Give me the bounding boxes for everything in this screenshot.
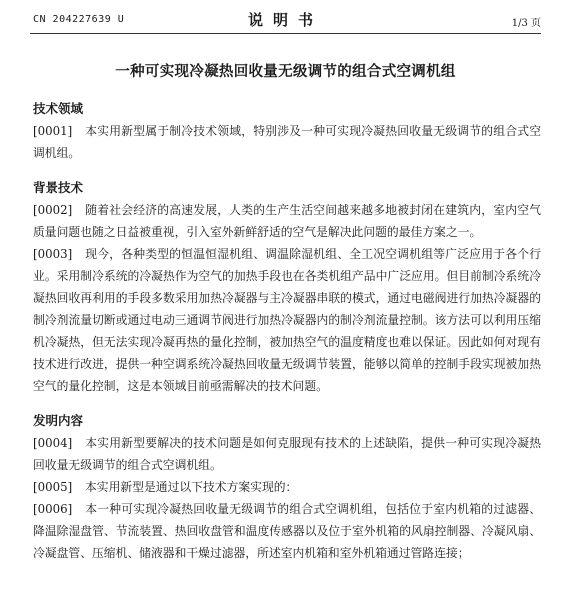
paragraph-0006 <box>33 498 541 564</box>
paragraph-text: 随着社会经济的高速发展，人类的生产生活空间越来越多地被封闭在建筑内，室内空气质量问题也随之日益被重视，引入室外新鲜舒适的空气是解决此问题的最佳方案之一。 <box>33 203 541 239</box>
section-gap <box>33 397 541 410</box>
paragraph-0003 <box>33 243 541 397</box>
page-indicator: 1/3 页 <box>511 18 541 29</box>
section-heading-background: 背景技术 <box>33 180 84 195</box>
paragraph-text: 本一种可实现冷凝热回收量无级调节的组合式空调机组，包括位于室内机箱的过滤器、降温除湿盘管、节流装置、热回收盘管和温度传感器以及位于室外机箱的风扇控制器、冷凝风扇、冷凝盘管、压缩机、储液器和干燥过滤器，所述室内机箱和室外机箱通过管路连接； <box>33 502 541 560</box>
paragraph-number: [0001] <box>33 124 73 138</box>
section-gap <box>33 164 541 177</box>
paragraph-text: 现今，各种类型的恒温恒湿机组、调温除湿机组、全工况空调机组等广泛应用于各个行业。采用制冷系统的冷凝热作为空气的加热手段也在各类机组产品中广泛应用。但目前制冷系统冷凝热回收再利用的手段多数采用加热冷凝器与主冷凝器串联的模式，通过电磁阀进行加热冷凝器的制冷剂流量切断或通过电动三通调节阀进行加热冷凝器内的制冷剂流量控制。该方法可以利用压缩机冷凝热，但无法实现冷凝再热的量化控制，被加热空气的温度精度也难以保证。因此如何对现有技术进行改进，提供一种空调系统冷凝热回收量无级调节装置，能够以简单的控制手段实现被加热空气的量化控制，这是本领域目前亟需解决的技术问题。 <box>33 247 541 393</box>
paragraph-number: [0002] <box>33 203 73 217</box>
paragraph-number: [0005] <box>33 480 73 494</box>
document-title: 一种可实现冷凝热回收量无级调节的组合式空调机组 <box>115 64 456 80</box>
paragraph-text: 本实用新型属于制冷技术领域，特别涉及一种可实现冷凝热回收量无级调节的组合式空调机组。 <box>33 124 541 160</box>
paragraph-text: 本实用新型要解决的技术问题是如何克服现有技术的上述缺陷，提供一种可实现冷凝热回收量无级调节的组合式空调机组。 <box>33 436 541 472</box>
paragraph-text: 本实用新型是通过以下技术方案实现的： <box>85 480 298 494</box>
paragraph-0004 <box>33 432 541 476</box>
paragraph-0001 <box>33 120 541 164</box>
header-divider <box>30 33 541 34</box>
paragraph-number: [0003] <box>33 247 73 261</box>
paragraph-0005 <box>33 476 541 498</box>
section-heading-summary: 发明内容 <box>33 413 84 428</box>
patent-number: CN 204227639 U <box>33 14 125 25</box>
page-header <box>0 0 571 40</box>
section-heading-technical-field: 技术领域 <box>33 101 84 116</box>
paragraph-0002 <box>33 199 541 243</box>
document-body <box>33 98 541 564</box>
document-type: 说明书 <box>247 11 323 29</box>
paragraph-number: [0004] <box>33 436 73 450</box>
paragraph-number: [0006] <box>33 502 73 516</box>
